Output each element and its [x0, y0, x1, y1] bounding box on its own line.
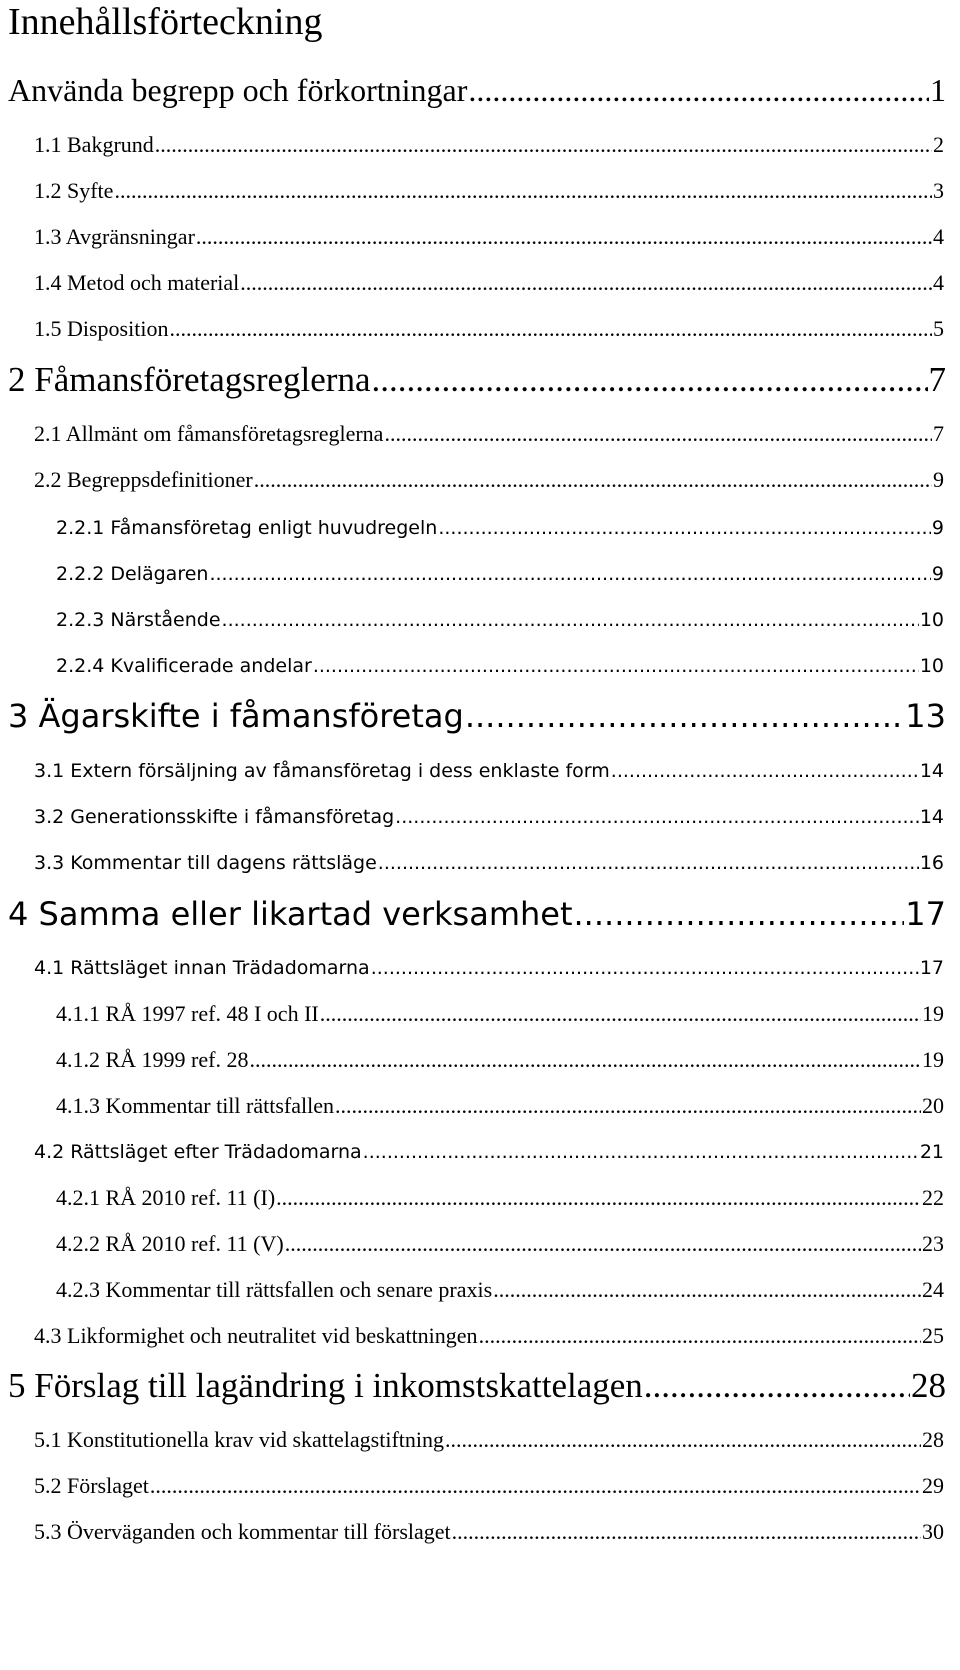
toc-entry-label: 3 Ägarskifte i fåmansföretag: [8, 697, 464, 735]
toc-leader-dots: [313, 651, 919, 681]
toc-leader-dots: [155, 130, 932, 160]
toc-leader-dots: [438, 513, 931, 543]
toc-entry-level3[interactable]: [56, 559, 944, 589]
toc-page-number: 14: [919, 806, 944, 828]
toc-page-number: 4: [933, 270, 944, 295]
toc-entry-label: 3.1 Extern försäljning av fåmansföretag i dess enklaste form: [34, 760, 610, 782]
toc-entry-level2[interactable]: [34, 465, 944, 495]
toc-entry-level2[interactable]: [34, 130, 944, 160]
toc-entry-level1[interactable]: [8, 694, 946, 738]
toc-leader-dots: [493, 1275, 921, 1305]
toc-page-number: 7: [928, 360, 946, 399]
toc-leader-dots: [196, 222, 932, 252]
toc-leader-dots: [285, 1229, 921, 1259]
toc-entry-label: 4.1 Rättsläget innan Trädadomarna: [34, 957, 370, 979]
toc-page-number: 21: [919, 1141, 944, 1163]
toc-entry-label: 1.1 Bakgrund: [34, 132, 154, 157]
toc-entry-level3[interactable]: [56, 1183, 944, 1213]
toc-leader-dots: [249, 1045, 921, 1075]
toc-entry-label: 4 Samma eller likartad verksamhet: [8, 895, 573, 933]
toc-entry-label: 5 Förslag till lagändring i inkomstskattelagen: [8, 1366, 643, 1405]
toc-entry-level2[interactable]: [34, 802, 944, 832]
toc-leader-dots: [372, 358, 928, 402]
toc-entry-level2[interactable]: [34, 176, 944, 206]
toc-leader-dots: [611, 756, 919, 786]
toc-entry-label: 4.3 Likformighet och neutralitet vid beskattningen: [34, 1323, 478, 1348]
toc-entry-label: 5.1 Konstitutionella krav vid skattelagstiftning: [34, 1427, 444, 1452]
toc-page-number: 7: [933, 421, 944, 446]
toc-entry-level3[interactable]: [56, 999, 944, 1029]
toc-page-number: 13: [905, 697, 946, 735]
toc-entry-level3[interactable]: [56, 513, 944, 543]
toc-entry-label: 2.2.1 Fåmansföretag enligt huvudregeln: [56, 517, 438, 539]
toc-page-number: 30: [922, 1519, 944, 1544]
toc-entry-level2[interactable]: [34, 1425, 944, 1455]
toc-title: Innehållsförteckning: [8, 1, 323, 43]
toc-leader-dots: [150, 1471, 921, 1501]
toc-entry-level2[interactable]: [34, 1321, 944, 1351]
toc-leader-dots: [276, 1183, 921, 1213]
toc-leader-dots: [465, 694, 904, 738]
toc-page-number: 28: [911, 1366, 946, 1405]
toc-leader-dots: [468, 68, 929, 112]
toc-leader-dots: [114, 176, 932, 206]
toc-page-number: 9: [933, 467, 944, 492]
toc-entry-level3[interactable]: [56, 1045, 944, 1075]
toc-entry-level3[interactable]: [56, 605, 944, 635]
toc-leader-dots: [384, 419, 932, 449]
toc-leader-dots: [445, 1425, 921, 1455]
toc-entry-level2[interactable]: [34, 848, 944, 878]
toc-entry-label: 4.2.2 RÅ 2010 ref. 11 (V): [56, 1231, 284, 1256]
toc-entry-label: 3.3 Kommentar till dagens rättsläge: [34, 852, 377, 874]
toc-page-number: 24: [922, 1277, 944, 1302]
toc-entry-level2[interactable]: [34, 268, 944, 298]
toc-entry-label: 1.5 Disposition: [34, 316, 169, 341]
toc-entry-level1[interactable]: [8, 1364, 946, 1408]
toc-page-number: 19: [922, 1001, 944, 1026]
toc-page-number: 5: [933, 316, 944, 341]
toc-entry-level2[interactable]: [34, 953, 944, 983]
toc-page-number: 10: [919, 609, 944, 631]
toc-entry-label: 4.2.1 RÅ 2010 ref. 11 (I): [56, 1185, 276, 1210]
toc-leader-dots: [395, 802, 919, 832]
toc-leader-dots: [320, 999, 921, 1029]
toc-leader-dots: [452, 1517, 921, 1547]
toc-page-number: 28: [922, 1427, 944, 1452]
toc-entry-level3[interactable]: [56, 1091, 944, 1121]
toc-entry-label: 1.2 Syfte: [34, 178, 114, 203]
toc-entry-level2[interactable]: [34, 419, 944, 449]
toc-page-number: 25: [922, 1323, 944, 1348]
toc-entry-level2[interactable]: [34, 1137, 944, 1167]
toc-page-number: 14: [919, 760, 944, 782]
toc-leader-dots: [222, 605, 919, 635]
toc-entry-label: 4.1.3 Kommentar till rättsfallen: [56, 1093, 334, 1118]
toc-entry-label: 3.2 Generationsskifte i fåmansföretag: [34, 806, 395, 828]
toc-leader-dots: [371, 953, 919, 983]
toc-entry-label: 2.2 Begreppsdefinitioner: [34, 467, 253, 492]
toc-page-number: 9: [931, 517, 944, 539]
toc-leader-dots: [363, 1137, 919, 1167]
toc-page-number: 9: [931, 563, 944, 585]
toc-leader-dots: [240, 268, 932, 298]
toc-page-number: 22: [922, 1185, 944, 1210]
toc-entry-label: 2.2.2 Delägaren: [56, 563, 209, 585]
toc-entry-label: 4.1.1 RÅ 1997 ref. 48 I och II: [56, 1001, 319, 1026]
toc-entry-label: 4.2.3 Kommentar till rättsfallen och senare praxis: [56, 1277, 493, 1302]
toc-page-number: 10: [919, 655, 944, 677]
toc-entry-level2[interactable]: [34, 756, 944, 786]
toc-page-number: 16: [919, 852, 944, 874]
toc-page-number: 20: [922, 1093, 944, 1118]
toc-entry-label: 2 Fåmansföretagsreglerna: [8, 360, 371, 399]
toc-entry-label: 2.2.3 Närstående: [56, 609, 221, 631]
toc-entry-level1[interactable]: [8, 358, 946, 402]
toc-page-number: 17: [905, 895, 946, 933]
toc-entry-label: 2.1 Allmänt om fåmansföretagsreglerna: [34, 421, 384, 446]
toc-entry-level2[interactable]: [34, 1517, 944, 1547]
toc-leader-dots: [335, 1091, 921, 1121]
toc-page-number: 23: [922, 1231, 944, 1256]
toc-entry-label: 4.2 Rättsläget efter Trädadomarna: [34, 1141, 362, 1163]
toc-entry-level3[interactable]: [56, 1275, 944, 1305]
toc-entry-level2[interactable]: [34, 314, 944, 344]
toc-leader-dots: [209, 559, 930, 589]
toc-entry-level1[interactable]: [8, 68, 946, 112]
toc-leader-dots: [574, 892, 905, 936]
toc-entry-label: Använda begrepp och förkortningar: [8, 72, 468, 108]
toc-entry-level3[interactable]: [56, 651, 944, 681]
toc-leader-dots: [169, 314, 932, 344]
toc-entry-label: 2.2.4 Kvalificerade andelar: [56, 655, 312, 677]
toc-entry-level3[interactable]: [56, 1229, 944, 1259]
toc-page-number: 19: [922, 1047, 944, 1072]
toc-leader-dots: [378, 848, 919, 878]
toc-entry-level1[interactable]: [8, 892, 946, 936]
toc-leader-dots: [254, 465, 932, 495]
toc-entry-level2[interactable]: [34, 222, 944, 252]
toc-entry-level2[interactable]: [34, 1471, 944, 1501]
toc-page-number: 2: [933, 132, 944, 157]
toc-entry-label: 1.4 Metod och material: [34, 270, 240, 295]
toc-page-number: 3: [933, 178, 944, 203]
toc-entry-label: 5.3 Överväganden och kommentar till förslaget: [34, 1519, 451, 1544]
toc-page-number: 29: [922, 1473, 944, 1498]
toc-entry-label: 5.2 Förslaget: [34, 1473, 149, 1498]
toc-leader-dots: [479, 1321, 921, 1351]
toc-leader-dots: [644, 1364, 910, 1408]
toc-page-number: 4: [933, 224, 944, 249]
toc-page-number: 1: [930, 72, 946, 108]
toc-entry-label: 1.3 Avgränsningar: [34, 224, 195, 249]
toc-page-number: 17: [919, 957, 944, 979]
toc-entry-label: 4.1.2 RÅ 1999 ref. 28: [56, 1047, 249, 1072]
